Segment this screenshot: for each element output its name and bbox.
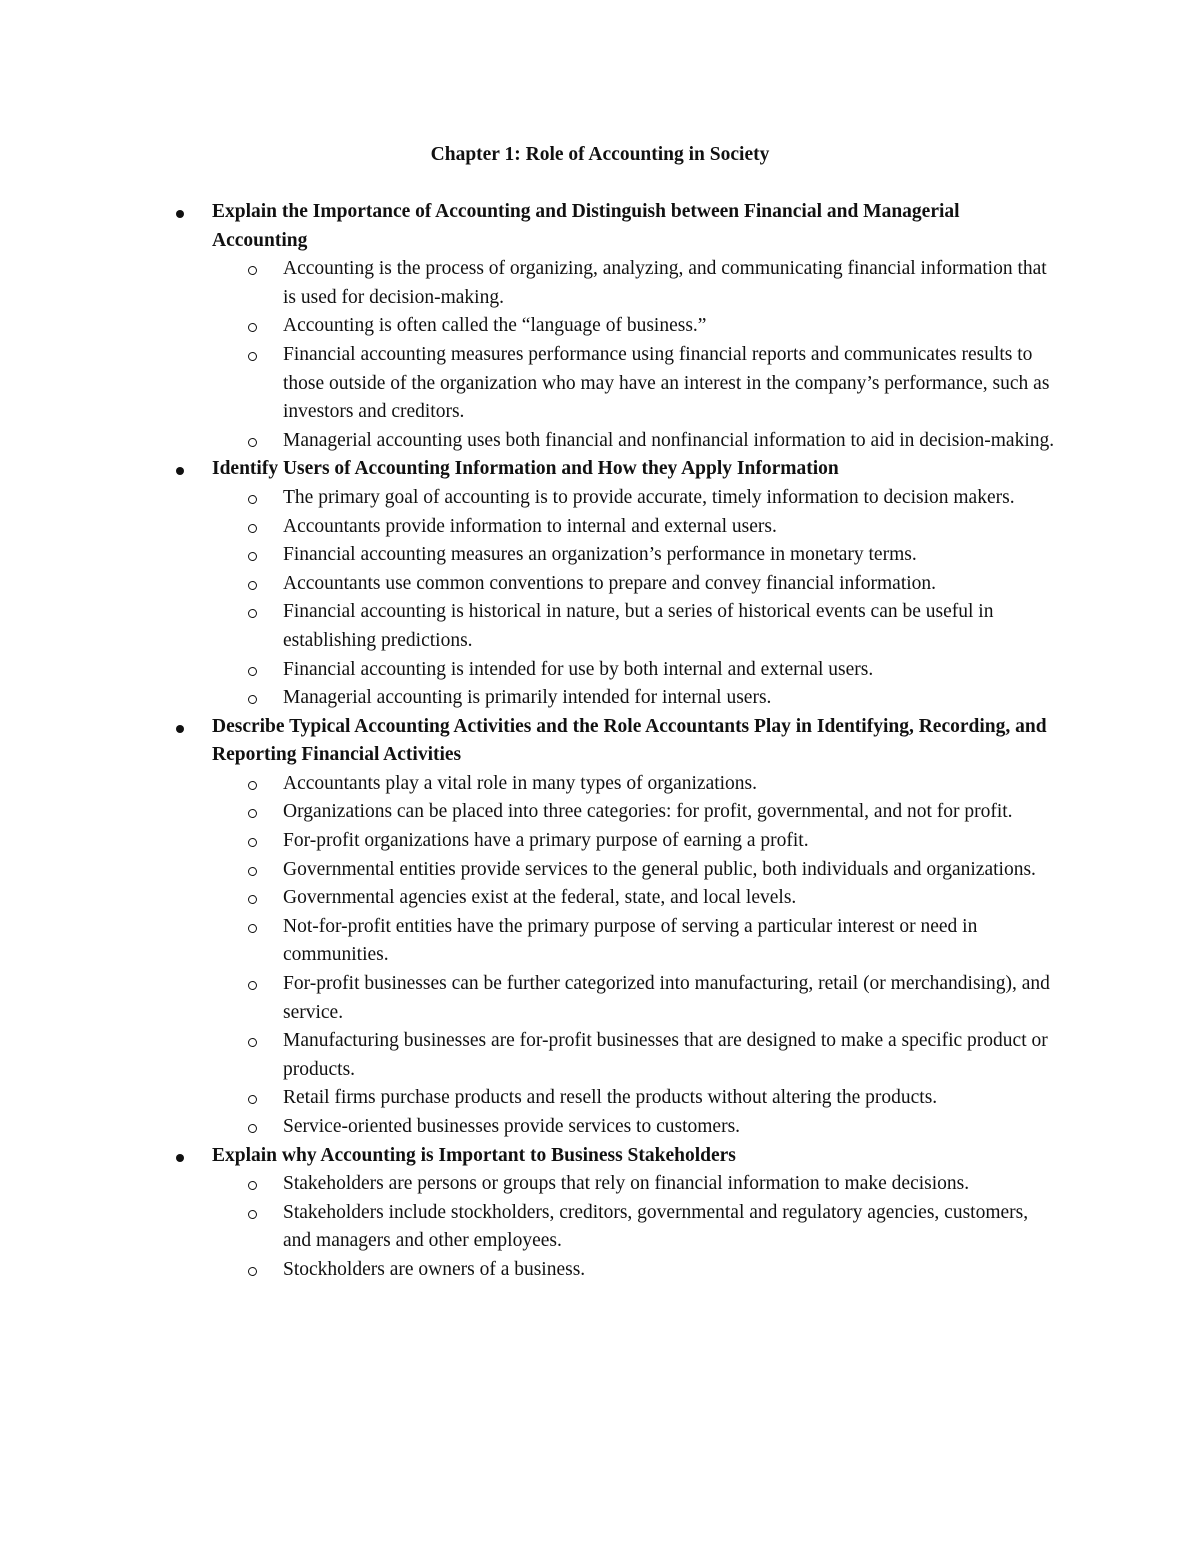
- list-item-text: Governmental entities provide services to the general public, both individuals and organizations.: [283, 858, 1036, 880]
- hollow-bullet-icon: [248, 895, 257, 904]
- bullet-icon: [176, 1154, 184, 1162]
- list-item-text: Financial accounting measures an organization’s performance in monetary terms.: [283, 544, 917, 566]
- list-item: [0, 770, 1200, 799]
- list-item-text: Stakeholders are persons or groups that rely on financial information to make decisions.: [283, 1173, 970, 1195]
- bullet-icon: [176, 210, 184, 218]
- list-item: [0, 913, 1200, 970]
- hollow-bullet-icon: [248, 524, 257, 533]
- section-heading: [0, 1142, 1200, 1171]
- hollow-bullet-icon: [248, 781, 257, 790]
- hollow-bullet-icon: [248, 495, 257, 504]
- hollow-bullet-icon: [248, 352, 257, 361]
- hollow-bullet-icon: [248, 438, 257, 447]
- hollow-bullet-icon: [248, 924, 257, 933]
- list-item: [0, 798, 1200, 827]
- bullet-icon: [176, 725, 184, 733]
- bullet-icon: [176, 467, 184, 475]
- hollow-bullet-icon: [248, 667, 257, 676]
- hollow-bullet-icon: [248, 838, 257, 847]
- list-item-text: Accountants provide information to internal and external users.: [283, 515, 777, 537]
- list-item: [0, 312, 1200, 341]
- list-item: [0, 255, 1200, 312]
- list-item-text: Managerial accounting is primarily intended for internal users.: [283, 687, 772, 709]
- section-heading-text: Identify Users of Accounting Information and How they Apply Information: [212, 458, 839, 480]
- list-item: [0, 1027, 1200, 1084]
- section-heading: [0, 455, 1200, 484]
- hollow-bullet-icon: [248, 266, 257, 275]
- hollow-bullet-icon: [248, 1038, 257, 1047]
- list-item-text: Financial accounting is historical in nature, but a series of historical events can be useful in establishing predictions.: [283, 601, 994, 651]
- hollow-bullet-icon: [248, 867, 257, 876]
- list-item: [0, 1170, 1200, 1199]
- hollow-bullet-icon: [248, 581, 257, 590]
- list-item-text: Retail firms purchase products and resell the products without altering the products.: [283, 1087, 938, 1109]
- list-item-text: Financial accounting measures performance using financial reports and communicates results to those outside of the organization who may have an interest in the company’s performance, such as investors and creditors.: [283, 343, 1050, 423]
- hollow-bullet-icon: [248, 323, 257, 332]
- list-item: [0, 856, 1200, 885]
- section-heading-text: Explain the Importance of Accounting and Distinguish between Financial and Managerial Accounting: [212, 201, 960, 251]
- hollow-bullet-icon: [248, 981, 257, 990]
- list-item-text: Accounting is the process of organizing, analyzing, and communicating financial information that is used for decision-making.: [283, 258, 1047, 308]
- list-item-text: Governmental agencies exist at the federal, state, and local levels.: [283, 887, 797, 909]
- list-item: [0, 513, 1200, 542]
- list-item-text: Accounting is often called the “language of business.”: [283, 315, 707, 337]
- list-item: [0, 1256, 1200, 1285]
- list-item: [0, 1113, 1200, 1142]
- list-item-text: For-profit businesses can be further categorized into manufacturing, retail (or merchandising), and service.: [283, 973, 1050, 1023]
- section-heading-text: Explain why Accounting is Important to Business Stakeholders: [212, 1144, 736, 1166]
- list-item-text: Accountants use common conventions to prepare and convey financial information.: [283, 572, 937, 594]
- section-heading: [0, 198, 1200, 255]
- hollow-bullet-icon: [248, 1095, 257, 1104]
- hollow-bullet-icon: [248, 1210, 257, 1219]
- list-item: [0, 541, 1200, 570]
- list-item-text: For-profit organizations have a primary purpose of earning a profit.: [283, 830, 809, 852]
- list-item-text: Not-for-profit entities have the primary purpose of serving a particular interest or need in communities.: [283, 915, 978, 966]
- outline-list: [0, 198, 1200, 1285]
- hollow-bullet-icon: [248, 552, 257, 561]
- list-item-text: Organizations can be placed into three categories: for profit, governmental, and not for profit.: [283, 801, 1013, 823]
- list-item: [0, 656, 1200, 685]
- list-item-text: Accountants play a vital role in many types of organizations.: [283, 772, 758, 794]
- hollow-bullet-icon: [248, 1124, 257, 1133]
- list-item-text: Managerial accounting uses both financial and nonfinancial information to aid in decision-making.: [283, 429, 1055, 451]
- hollow-bullet-icon: [248, 809, 257, 818]
- list-item: [0, 970, 1200, 1027]
- list-item: [0, 1084, 1200, 1113]
- section-heading-text: Describe Typical Accounting Activities and the Role Accountants Play in Identifying, Recording, and Reporting Financial Activities: [212, 715, 1047, 766]
- hollow-bullet-icon: [248, 1181, 257, 1190]
- list-item-text: Stakeholders include stockholders, creditors, governmental and regulatory agencies, customers, and managers and other employees.: [283, 1201, 1029, 1252]
- list-item: [0, 884, 1200, 913]
- list-item: [0, 341, 1200, 427]
- list-item: [0, 570, 1200, 599]
- list-item-text: Service-oriented businesses provide services to customers.: [283, 1116, 741, 1137]
- hollow-bullet-icon: [248, 609, 257, 618]
- list-item-text: Financial accounting is intended for use by both internal and external users.: [283, 658, 874, 680]
- list-item: [0, 598, 1200, 655]
- list-item-text: Manufacturing businesses are for-profit businesses that are designed to make a specific product or products.: [283, 1030, 1048, 1080]
- list-item: [0, 827, 1200, 856]
- page-title: Chapter 1: Role of Accounting in Society: [430, 144, 770, 165]
- list-item: [0, 484, 1200, 513]
- list-item: [0, 1199, 1200, 1256]
- list-item-text: The primary goal of accounting is to provide accurate, timely information to decision makers.: [283, 486, 1015, 508]
- section-heading: [0, 713, 1200, 770]
- list-item-text: Stockholders are owners of a business.: [283, 1258, 586, 1280]
- hollow-bullet-icon: [248, 695, 257, 704]
- list-item: [0, 684, 1200, 713]
- list-item: [0, 427, 1200, 456]
- hollow-bullet-icon: [248, 1267, 257, 1276]
